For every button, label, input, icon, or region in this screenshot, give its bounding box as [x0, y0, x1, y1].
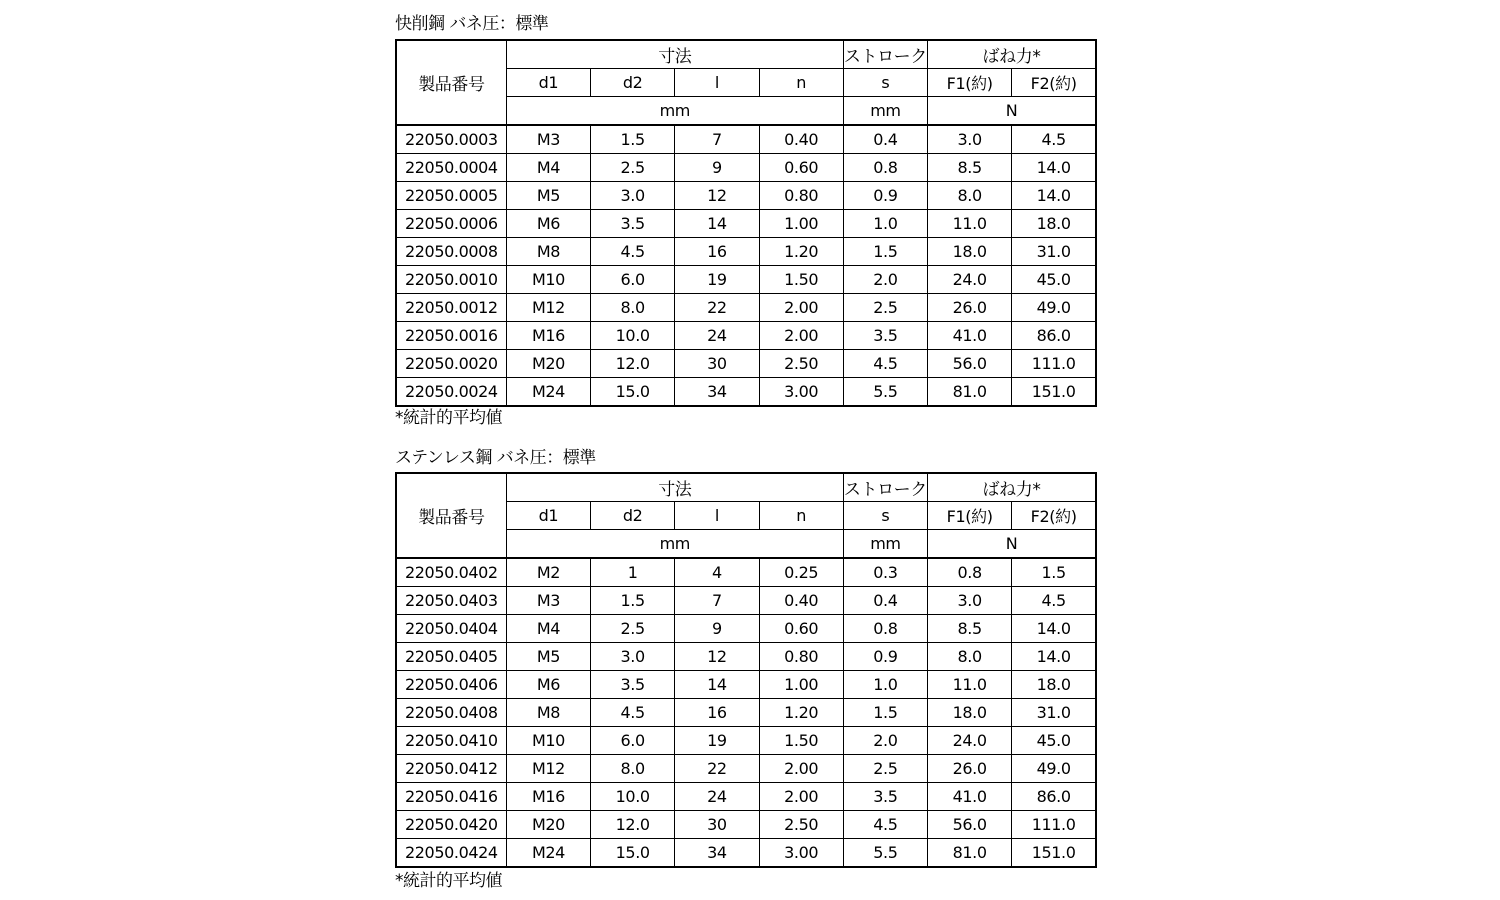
- cell-f1: 11.0: [928, 671, 1012, 699]
- header-row-groups: [396, 473, 1096, 502]
- table-row: [396, 839, 1096, 868]
- cell-d2: 3.5: [591, 671, 675, 699]
- cell-n: 0.60: [759, 154, 843, 182]
- cell-s: 2.5: [843, 755, 927, 783]
- cell-n: 2.00: [759, 322, 843, 350]
- unit-stroke-mm: mm: [843, 97, 927, 126]
- cell-n: 3.00: [759, 839, 843, 868]
- cell-l: 12: [675, 643, 759, 671]
- table-row: [396, 699, 1096, 727]
- table-row: [396, 783, 1096, 811]
- cell-n: 1.00: [759, 671, 843, 699]
- cell-s: 3.5: [843, 783, 927, 811]
- cell-product-no: 22050.0410: [396, 727, 506, 755]
- cell-f2: 151.0: [1012, 839, 1096, 868]
- cell-s: 2.5: [843, 294, 927, 322]
- table-row: [396, 154, 1096, 182]
- cell-d1: M4: [506, 154, 590, 182]
- cell-n: 0.40: [759, 587, 843, 615]
- cell-l: 30: [675, 811, 759, 839]
- cell-s: 1.0: [843, 671, 927, 699]
- cell-s: 4.5: [843, 350, 927, 378]
- cell-f2: 14.0: [1012, 615, 1096, 643]
- cell-f2: 18.0: [1012, 210, 1096, 238]
- cell-d2: 10.0: [591, 783, 675, 811]
- header-col-d2: d2: [591, 502, 675, 530]
- table-row: [396, 615, 1096, 643]
- cell-d2: 12.0: [591, 350, 675, 378]
- cell-f1: 18.0: [928, 699, 1012, 727]
- cell-s: 0.4: [843, 125, 927, 154]
- cell-d1: M6: [506, 671, 590, 699]
- cell-d2: 15.0: [591, 839, 675, 868]
- header-col-l: l: [675, 69, 759, 97]
- cell-f2: 31.0: [1012, 238, 1096, 266]
- cell-f2: 111.0: [1012, 811, 1096, 839]
- cell-f1: 8.5: [928, 615, 1012, 643]
- cell-d1: M6: [506, 210, 590, 238]
- header-row-groups: [396, 40, 1096, 69]
- header-col-s: s: [843, 502, 927, 530]
- cell-f1: 8.0: [928, 182, 1012, 210]
- cell-l: 19: [675, 266, 759, 294]
- cell-product-no: 22050.0004: [396, 154, 506, 182]
- cell-f2: 86.0: [1012, 783, 1096, 811]
- header-spring-force: ばね力*: [928, 473, 1097, 502]
- cell-product-no: 22050.0020: [396, 350, 506, 378]
- cell-s: 0.8: [843, 615, 927, 643]
- table-row: [396, 727, 1096, 755]
- cell-product-no: 22050.0408: [396, 699, 506, 727]
- cell-product-no: 22050.0405: [396, 643, 506, 671]
- cell-product-no: 22050.0008: [396, 238, 506, 266]
- cell-f1: 3.0: [928, 125, 1012, 154]
- cell-product-no: 22050.0003: [396, 125, 506, 154]
- cell-d1: M10: [506, 727, 590, 755]
- header-stroke: ストローク: [843, 473, 927, 502]
- cell-d2: 10.0: [591, 322, 675, 350]
- cell-d2: 1: [591, 558, 675, 587]
- cell-l: 9: [675, 615, 759, 643]
- header-col-d1: d1: [506, 502, 590, 530]
- cell-l: 4: [675, 558, 759, 587]
- table-row: [396, 378, 1096, 407]
- cell-f1: 8.0: [928, 643, 1012, 671]
- table1-footnote: *統計的平均値: [395, 408, 502, 428]
- cell-d1: M20: [506, 350, 590, 378]
- cell-f1: 56.0: [928, 811, 1012, 839]
- cell-l: 16: [675, 238, 759, 266]
- cell-n: 1.20: [759, 238, 843, 266]
- table-row: [396, 587, 1096, 615]
- cell-d2: 3.0: [591, 182, 675, 210]
- header-col-s: s: [843, 69, 927, 97]
- cell-f2: 45.0: [1012, 266, 1096, 294]
- cell-product-no: 22050.0005: [396, 182, 506, 210]
- cell-n: 2.00: [759, 755, 843, 783]
- header-dimensions: 寸法: [506, 40, 843, 69]
- cell-l: 9: [675, 154, 759, 182]
- cell-l: 14: [675, 671, 759, 699]
- header-col-n: n: [759, 69, 843, 97]
- unit-newton: N: [928, 530, 1097, 559]
- cell-d1: M12: [506, 755, 590, 783]
- cell-n: 0.25: [759, 558, 843, 587]
- cell-n: 1.00: [759, 210, 843, 238]
- table2-footnote: *統計的平均値: [395, 871, 502, 891]
- unit-stroke-mm: mm: [843, 530, 927, 559]
- cell-product-no: 22050.0406: [396, 671, 506, 699]
- table-row: [396, 266, 1096, 294]
- cell-l: 24: [675, 783, 759, 811]
- cell-l: 30: [675, 350, 759, 378]
- cell-product-no: 22050.0403: [396, 587, 506, 615]
- header-col-f2: F2(約): [1012, 69, 1096, 97]
- cell-d1: M16: [506, 322, 590, 350]
- cell-s: 0.4: [843, 587, 927, 615]
- cell-s: 5.5: [843, 839, 927, 868]
- cell-s: 2.0: [843, 266, 927, 294]
- cell-d2: 2.5: [591, 154, 675, 182]
- cell-d1: M8: [506, 238, 590, 266]
- cell-f1: 24.0: [928, 727, 1012, 755]
- cell-l: 24: [675, 322, 759, 350]
- cell-l: 19: [675, 727, 759, 755]
- cell-d1: M24: [506, 839, 590, 868]
- cell-product-no: 22050.0010: [396, 266, 506, 294]
- cell-product-no: 22050.0412: [396, 755, 506, 783]
- cell-l: 22: [675, 294, 759, 322]
- cell-f2: 49.0: [1012, 294, 1096, 322]
- cell-s: 0.8: [843, 154, 927, 182]
- cell-product-no: 22050.0024: [396, 378, 506, 407]
- cell-d2: 8.0: [591, 755, 675, 783]
- cell-product-no: 22050.0012: [396, 294, 506, 322]
- cell-f2: 111.0: [1012, 350, 1096, 378]
- header-product-no: 製品番号: [396, 473, 506, 558]
- cell-d1: M10: [506, 266, 590, 294]
- cell-f2: 49.0: [1012, 755, 1096, 783]
- cell-f2: 18.0: [1012, 671, 1096, 699]
- cell-n: 0.40: [759, 125, 843, 154]
- cell-n: 2.50: [759, 811, 843, 839]
- cell-d1: M3: [506, 587, 590, 615]
- cell-n: 1.50: [759, 266, 843, 294]
- table-row: [396, 811, 1096, 839]
- cell-s: 1.5: [843, 699, 927, 727]
- cell-product-no: 22050.0404: [396, 615, 506, 643]
- header-product-no: 製品番号: [396, 40, 506, 125]
- cell-product-no: 22050.0016: [396, 322, 506, 350]
- cell-f2: 45.0: [1012, 727, 1096, 755]
- table-row: [396, 125, 1096, 154]
- table-row: [396, 643, 1096, 671]
- table-row: [396, 182, 1096, 210]
- cell-product-no: 22050.0416: [396, 783, 506, 811]
- header-stroke: ストローク: [843, 40, 927, 69]
- cell-f1: 11.0: [928, 210, 1012, 238]
- cell-d1: M3: [506, 125, 590, 154]
- cell-s: 5.5: [843, 378, 927, 407]
- cell-d2: 6.0: [591, 266, 675, 294]
- cell-f1: 41.0: [928, 783, 1012, 811]
- cell-f1: 26.0: [928, 294, 1012, 322]
- header-col-l: l: [675, 502, 759, 530]
- cell-d2: 6.0: [591, 727, 675, 755]
- header-col-d1: d1: [506, 69, 590, 97]
- cell-s: 4.5: [843, 811, 927, 839]
- cell-f1: 81.0: [928, 378, 1012, 407]
- table-row: [396, 671, 1096, 699]
- table2-caption: ステンレス鋼 バネ圧：標準: [395, 448, 596, 468]
- cell-f2: 4.5: [1012, 125, 1096, 154]
- cell-l: 34: [675, 378, 759, 407]
- cell-d2: 4.5: [591, 238, 675, 266]
- cell-l: 7: [675, 125, 759, 154]
- cell-d1: M5: [506, 643, 590, 671]
- cell-f2: 151.0: [1012, 378, 1096, 407]
- cell-n: 3.00: [759, 378, 843, 407]
- cell-f2: 4.5: [1012, 587, 1096, 615]
- cell-f1: 41.0: [928, 322, 1012, 350]
- header-col-n: n: [759, 502, 843, 530]
- header-col-f2: F2(約): [1012, 502, 1096, 530]
- cell-d1: M8: [506, 699, 590, 727]
- cell-d1: M12: [506, 294, 590, 322]
- cell-d2: 1.5: [591, 125, 675, 154]
- cell-d2: 4.5: [591, 699, 675, 727]
- unit-mm: mm: [506, 97, 843, 126]
- spec-table-stainless-steel: [395, 472, 1097, 868]
- cell-f1: 24.0: [928, 266, 1012, 294]
- cell-d2: 12.0: [591, 811, 675, 839]
- cell-n: 0.80: [759, 643, 843, 671]
- cell-d2: 8.0: [591, 294, 675, 322]
- cell-l: 7: [675, 587, 759, 615]
- cell-d2: 1.5: [591, 587, 675, 615]
- cell-s: 3.5: [843, 322, 927, 350]
- cell-f2: 14.0: [1012, 643, 1096, 671]
- table-row: [396, 238, 1096, 266]
- cell-f1: 56.0: [928, 350, 1012, 378]
- cell-l: 16: [675, 699, 759, 727]
- cell-s: 1.5: [843, 238, 927, 266]
- cell-n: 0.60: [759, 615, 843, 643]
- cell-n: 2.00: [759, 294, 843, 322]
- table-row: [396, 294, 1096, 322]
- header-dimensions: 寸法: [506, 473, 843, 502]
- cell-n: 1.50: [759, 727, 843, 755]
- cell-d1: M4: [506, 615, 590, 643]
- cell-d2: 3.5: [591, 210, 675, 238]
- cell-s: 0.9: [843, 643, 927, 671]
- cell-l: 14: [675, 210, 759, 238]
- unit-mm: mm: [506, 530, 843, 559]
- cell-s: 0.3: [843, 558, 927, 587]
- cell-f2: 14.0: [1012, 154, 1096, 182]
- header-col-f1: F1(約): [928, 69, 1012, 97]
- table-row: [396, 322, 1096, 350]
- cell-product-no: 22050.0420: [396, 811, 506, 839]
- cell-n: 1.20: [759, 699, 843, 727]
- cell-n: 0.80: [759, 182, 843, 210]
- cell-f1: 0.8: [928, 558, 1012, 587]
- cell-d2: 3.0: [591, 643, 675, 671]
- cell-d1: M16: [506, 783, 590, 811]
- cell-n: 2.50: [759, 350, 843, 378]
- cell-f1: 3.0: [928, 587, 1012, 615]
- spec-table-free-cutting-steel: [395, 39, 1097, 407]
- cell-d2: 15.0: [591, 378, 675, 407]
- table-row: [396, 558, 1096, 587]
- cell-f1: 26.0: [928, 755, 1012, 783]
- cell-d1: M20: [506, 811, 590, 839]
- cell-f2: 86.0: [1012, 322, 1096, 350]
- table1-caption: 快削鋼 バネ圧：標準: [395, 14, 549, 34]
- cell-f1: 18.0: [928, 238, 1012, 266]
- cell-d2: 2.5: [591, 615, 675, 643]
- header-col-d2: d2: [591, 69, 675, 97]
- table-row: [396, 210, 1096, 238]
- cell-product-no: 22050.0006: [396, 210, 506, 238]
- cell-d1: M5: [506, 182, 590, 210]
- cell-d1: M2: [506, 558, 590, 587]
- unit-newton: N: [928, 97, 1097, 126]
- table-row: [396, 350, 1096, 378]
- cell-s: 2.0: [843, 727, 927, 755]
- cell-product-no: 22050.0424: [396, 839, 506, 868]
- cell-s: 1.0: [843, 210, 927, 238]
- header-spring-force: ばね力*: [928, 40, 1097, 69]
- table-row: [396, 755, 1096, 783]
- cell-d1: M24: [506, 378, 590, 407]
- cell-l: 22: [675, 755, 759, 783]
- cell-f1: 8.5: [928, 154, 1012, 182]
- cell-f2: 14.0: [1012, 182, 1096, 210]
- cell-f2: 31.0: [1012, 699, 1096, 727]
- cell-l: 12: [675, 182, 759, 210]
- cell-product-no: 22050.0402: [396, 558, 506, 587]
- cell-f2: 1.5: [1012, 558, 1096, 587]
- cell-l: 34: [675, 839, 759, 868]
- header-col-f1: F1(約): [928, 502, 1012, 530]
- cell-n: 2.00: [759, 783, 843, 811]
- cell-s: 0.9: [843, 182, 927, 210]
- cell-f1: 81.0: [928, 839, 1012, 868]
